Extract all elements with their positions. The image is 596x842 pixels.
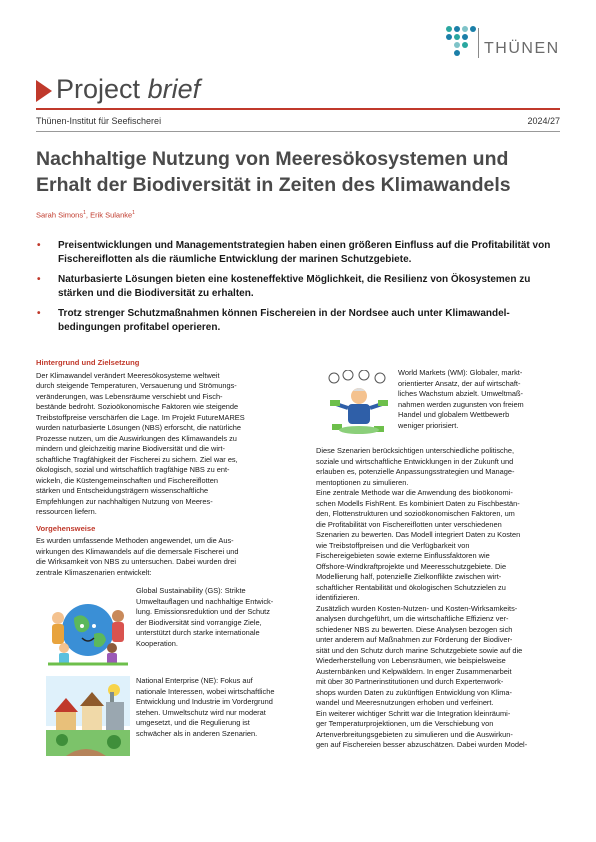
section-heading-method: Vorgehensweise [36, 523, 96, 533]
left-column [36, 358, 281, 760]
brief-triangle-icon [36, 80, 52, 102]
brief-word-project: Project [56, 74, 141, 104]
author-separator: , [85, 210, 91, 220]
key-finding [36, 307, 560, 335]
background-paragraph: Der Klimawandel verändert Meeresökosysteme weltweit durch steigende Temperaturen, Versauerung und Strömungs- veränderungen, was Lebensräume verschiebt und Fisch- bestände bedroht. Sozioökonomische Faktoren wie steigende Treibstoffpreise verschärfen die Lage. Im Projekt FutureMARES wurden naturbasierte Lösungen (NBS) erforscht, die natürliche Prozesse nutzen, um die Auswirkungen des Klimawandels zu mindern und gleichzeitig marine Biodiversität und die wirt- schaftliche Tragfähigkeit der Fischerei zu sichern. Ziel war es, ökologisch, sozial und wirtschaftlich tragfähige NBS zu ent- wickeln, die Küstengemeinschaften und Fischereiflotten stärken und Entscheidungsträgern wissenschaftliche Empfehlungen zur nachhaltigen Nutzung von Meeres- ressourcen liefern. [36, 370, 245, 516]
scenario-ne-text: National Enterprise (NE): Fokus auf nationale Interessen, wobei wirtschaftliche Entwicklung und Industrie im Vordergrund stehen. Umweltschutz wird nur moderat umgesetzt, und die Regulierung ist schwächer als in anderen Szenarien. [136, 676, 275, 738]
bullet-icon: • [37, 308, 41, 319]
method-paragraph: Es wurden umfassende Methoden angewendet, um die Aus- wirkungen des Klimawandels auf die demersale Fischerei und die Wirksamkeit von NBS zu untersuchen. Dabei wurden drei zentrale Klimaszenarien entwickelt: [36, 536, 239, 577]
scenario-national-enterprise [36, 676, 281, 760]
author-1-affiliation: 1 [83, 210, 86, 216]
key-findings [36, 239, 560, 341]
method-details-paragraph: Diese Szenarien berücksichtigen unterschiedliche politische, soziale und wirtschaftliche Entwicklungen in der Zukunft und erlauben es, potenzielle Anpassungsstrategien und Manage- mentoptionen zu simulieren. Eine zentrale Methode war die Anwendung des bioökonomi- schen Modells FishRent. Es kombiniert Daten zu Fischbestän- den, Flottenstrukturen und sozioökonomischen Faktoren, um die Profitabilität von Fischereiflotten unter verschiedenen Szenarien zu bewerten. Das Modell integriert Daten zu Kosten wie Treibstoffpreisen und die Verfügbarkeit von Fischereigebieten sowie externe Einflussfaktoren wie Offshore-Windkraftprojekte und Meeresschutzgebiete. Die Modellierung half, potenzielle Zielkonflikte zwischen wirt- schaftlicher Rentabilität und ökologischen Schutzzielen zu identifizieren. Zusätzlich wurden Kosten-Nutzen- und Kosten-Wirksamkeits- analysen durchgeführt, um die wirtschaftliche Effizienz ver- schiedener NBS zu bewerten. Diese Analysen bezogen sich unter anderem auf Maßnahmen zur Förderung der Biodiver- sität und den Schutz durch marine Schutzgebiete sowie auf die Wiederherstellung von Lebensräumen, wie beispielsweise Austernbänken und Kelpwäldern. In enger Zusammenarbeit mit über 30 Partnerinstitutionen und durch Expertenwork- shops wurden Daten zu zukünftigen Entwicklung von Klima- wandel und Meeresnutzungen erhoben und verfeinert. Ein weiterer wichtiger Schritt war die Integration kleinräumi- ger Temperaturprojektionen, um die Verschiebung von Artenverbreitungsgebieten zu simulieren und die Auswirkun- gen auf Fischereien besser abzuschätzen. Dabei wurden Model- [316, 446, 528, 749]
authors [36, 210, 135, 220]
scenario-wm-text: World Markets (WM): Globaler, markt- orientierter Ansatz, der auf wirtschaft- liches Wachstum abzielt. Umweltmaß- nahmen werden zugunsten von freiem Handel und globalem Wettbewerb weniger priorisiert. [398, 368, 524, 430]
author-1: Sarah Simons [36, 210, 84, 220]
key-finding-text: Preisentwicklungen und Managementstrategien haben einen größeren Einfluss auf die Profitabilität von Fischereiflotten als die räumliche Entwicklung der marinen Schutzgebiete. [58, 240, 551, 265]
key-finding-text: Naturbasierte Lösungen bieten eine kosteneffektive Möglichkeit, die Resilienz von Ökosystemen zu stärken und die Biodiversität zu erhalten. [58, 274, 531, 299]
scenario-gs-text: Global Sustainability (GS): Strikte Umweltauflagen und nachhaltige Entwick- lung. Emissionsreduktion und der Schutz der Biodiversität sind vorrangige Ziele, unterstützt durch starke internationale Kooperation. [136, 586, 274, 648]
key-finding-text: Trotz strenger Schutzmaßnahmen können Fischereien in der Nordsee auch unter Klimawandel-bedingungen profitabel operieren. [58, 308, 510, 333]
header-thin-rule [36, 131, 560, 132]
bullet-icon: • [37, 274, 41, 285]
right-column [316, 358, 560, 751]
page-title: Nachhaltige Nutzung von Meeresökosystemen und Erhalt der Biodiversität in Zeiten des Klimawandels [36, 148, 511, 196]
earth-children-illustration [46, 586, 130, 666]
author-2-affiliation: 1 [132, 210, 135, 216]
key-finding [36, 273, 560, 301]
scenario-global-sustainability [36, 586, 281, 670]
header-red-rule [36, 108, 560, 110]
thuenen-logo [444, 24, 564, 64]
logo-text: THÜNEN [484, 40, 560, 57]
businessman-money-illustration [326, 370, 392, 436]
issue-number: 2024/27 [527, 116, 560, 126]
section-heading-background: Hintergrund und Zielsetzung [36, 358, 140, 367]
key-finding [36, 239, 560, 267]
bullet-icon: • [37, 240, 41, 251]
logo-dots-icon [444, 24, 478, 60]
project-brief-title [56, 74, 200, 105]
village-illustration [46, 676, 130, 756]
brief-word-brief: brief [147, 74, 201, 104]
institute-name: Thünen-Institut für Seefischerei [36, 116, 162, 126]
logo-separator [478, 28, 479, 58]
scenario-world-markets [316, 358, 560, 438]
author-2: Erik Sulanke [90, 210, 133, 220]
